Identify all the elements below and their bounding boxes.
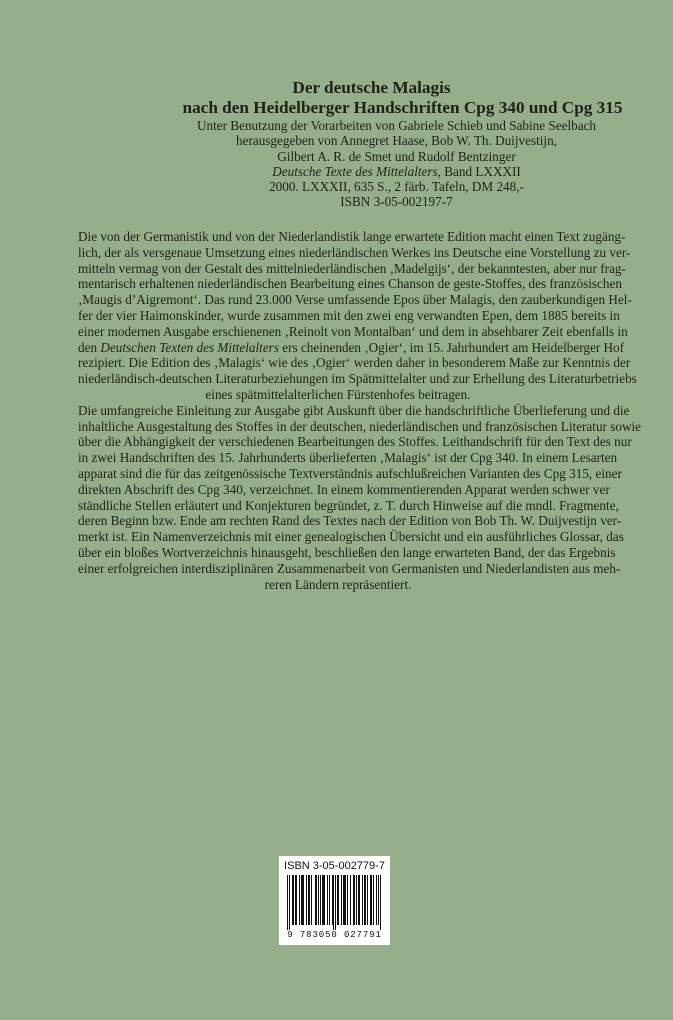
text-line: einer erfolgreichen interdisziplinären Zusammenarbeit von Germanisten und Niederlandisten aus meh- bbox=[78, 560, 621, 576]
barcode-bar bbox=[373, 875, 374, 925]
barcode-bar bbox=[337, 875, 338, 925]
barcode-label bbox=[279, 856, 390, 945]
series-line bbox=[120, 164, 673, 179]
text-line: reren Ländern repräsentiert. bbox=[264, 576, 412, 592]
barcode-bar bbox=[338, 875, 339, 925]
barcode-bar bbox=[303, 875, 304, 925]
barcode-bar bbox=[299, 875, 300, 925]
barcode-bar bbox=[315, 875, 316, 925]
barcode-bar bbox=[311, 875, 312, 925]
editors-line: herausgegeben von Annegret Haase, Bob W. Th. Duijvestijn, bbox=[236, 133, 557, 149]
barcode-bar bbox=[341, 875, 342, 925]
barcode-bar bbox=[356, 875, 357, 925]
barcode-bar bbox=[367, 875, 368, 925]
barcode-bar bbox=[350, 875, 351, 925]
series-band: , Band LXXXII bbox=[437, 163, 521, 179]
barcode-bar bbox=[371, 875, 372, 925]
text-line: mitteln vermag von der Gestalt des mittelniederländischen ‚Madelgijs‘, der bekanntesten, aber nur frag- bbox=[78, 260, 626, 276]
barcode-bar bbox=[345, 875, 346, 925]
barcode-bar bbox=[296, 875, 297, 925]
text-line: mentarisch erhaltenen niederländischen Bearbeitung eines Chanson de geste-Stoffes, des französischen bbox=[78, 276, 622, 292]
barcode-bar bbox=[327, 875, 328, 925]
text-line: deren Beginn bzw. Ende am rechten Rand des Textes nach der Edition von Bob Th. W. Duijvestijn ver- bbox=[78, 513, 622, 529]
text-line: inhaltliche Ausgestaltung des Stoffes in der deutschen, niederländischen und französischen Literatur sowie bbox=[78, 418, 641, 434]
barcode-bar bbox=[333, 875, 334, 930]
barcode-bar bbox=[359, 875, 360, 925]
text-line: fer der vier Haimonskinder, wurde zusammen mit den zwei eng verwandten Epen, dem 1885 bereits in bbox=[78, 307, 620, 323]
barcode-bar bbox=[309, 875, 310, 925]
text-line: merkt ist. Ein Namenverzeichnis mit einer genealogischen Übersicht und ein ausführliches Glossar, das bbox=[78, 529, 624, 545]
barcode-bar bbox=[378, 875, 379, 925]
barcode-bar bbox=[324, 875, 325, 925]
text-line: lich, der als versgenaue Umsetzung eines niederländischen Werkes ins Deutsche eine Vorstellung zu ver- bbox=[78, 244, 631, 260]
text-line: in zwei Handschriften des 15. Jahrhunderts überlieferten ‚Malagis‘ ist der Cpg 340. In einem Lesarten bbox=[78, 450, 618, 466]
text-line: rezipiert. Die Edition des ‚Malagis‘ wie des ‚Ogier‘ werden daher in besonderem Maße zur Kenntnis der bbox=[78, 355, 631, 371]
header-isbn: ISBN 3-05-002197-7 bbox=[340, 194, 453, 210]
text-line: über die Abhängigkeit der verschiedenen Bearbeitungen des Stoffes. Leithandschrift für den Text des nur bbox=[78, 434, 632, 450]
barcode-bar bbox=[329, 875, 330, 925]
barcode-bar bbox=[322, 875, 323, 925]
barcode-bar bbox=[335, 875, 336, 930]
barcode-bar bbox=[344, 875, 345, 925]
barcode-bar bbox=[295, 875, 296, 925]
barcode-isbn: ISBN 3-05-002779-7 bbox=[284, 860, 385, 872]
book-subtitle: nach den Heidelberger Handschriften Cpg 340 und Cpg 315 bbox=[182, 98, 623, 117]
barcode-bar bbox=[306, 875, 307, 925]
text-line: apparat sind die für das zeitgenössische Textverständnis aufschlußreichen Varianten des Cpg 315, einer bbox=[78, 465, 622, 481]
text-fragment: den bbox=[78, 339, 101, 355]
text-line: ständliche Stellen erläutert und Konjekturen begründet, z. T. durch Hinweise auf die mndl. Fragmente, bbox=[78, 497, 619, 513]
series-reference: Deutschen Texten des Mittelalters bbox=[100, 339, 279, 355]
text-line: Die umfangreiche Einleitung zur Ausgabe gibt Auskunft über die handschriftliche Überlieferung und die bbox=[78, 402, 630, 418]
barcode-bar bbox=[353, 875, 354, 925]
barcode-bar bbox=[365, 875, 366, 925]
text-fragment: ers cheinenden ‚Ogier‘, im 15. Jahrhundert am Heidelberger Hof bbox=[278, 339, 625, 355]
barcode-digits: 9 783050 027791 bbox=[287, 930, 382, 940]
barcode-bar bbox=[320, 875, 321, 925]
series-name: Deutsche Texte des Mittelalters bbox=[272, 163, 438, 179]
text-line: einer modernen Ausgabe erschienenen ‚Reinolt von Montalban‘ und dem in absehbarer Zeit ebenfalls in bbox=[78, 323, 628, 339]
publication-details: 2000. LXXXII, 635 S., 2 färb. Tafeln, DM 248,- bbox=[269, 179, 524, 195]
barcode-bar bbox=[364, 875, 365, 925]
barcode-bar bbox=[323, 875, 324, 925]
barcode-bar bbox=[343, 875, 344, 925]
barcode-bar bbox=[292, 875, 293, 925]
text-line: über ein bloßes Wortverzeichnis hinausgeht, beschließen den lange erwarteten Band, der das Ergebnis bbox=[78, 544, 616, 560]
text-line: eines spätmittelalterlichen Fürstenhofes beitragen. bbox=[205, 386, 471, 402]
barcode-bars bbox=[287, 875, 382, 930]
barcode-bar bbox=[358, 875, 359, 925]
barcode-bar bbox=[376, 875, 377, 925]
book-title: Der deutsche Malagis bbox=[292, 78, 451, 97]
barcode-bar bbox=[287, 875, 288, 930]
barcode-bar bbox=[316, 875, 317, 925]
text-line: niederländisch-deutschen Literaturbeziehungen im Spätmittelalter und zur Erhellung des Literaturbetriebs bbox=[78, 371, 637, 387]
header bbox=[0, 78, 673, 210]
barcode-bar bbox=[380, 875, 381, 930]
barcode-bar bbox=[308, 875, 309, 925]
text-line bbox=[78, 339, 625, 356]
barcode-bar bbox=[347, 875, 348, 925]
barcode-bar bbox=[302, 875, 303, 925]
text-line: Die von der Germanistik und von der Niederlandistik lange erwartete Edition macht einen Text zugäng- bbox=[78, 229, 626, 244]
barcode-bar bbox=[301, 875, 302, 925]
barcode-bar bbox=[370, 875, 371, 925]
text-line: ‚Maugis d’Aigremont‘. Das rund 23.000 Verse umfassende Epos über Malagis, den zauberkundigen Hel- bbox=[78, 292, 632, 308]
text-line: direkten Abschrift des Cpg 340, verzeichnet. In einem kommentierenden Apparat werden schwer ver bbox=[78, 481, 610, 497]
barcode-bar bbox=[293, 875, 294, 925]
barcode-bar bbox=[318, 875, 319, 925]
barcode-bar bbox=[289, 875, 290, 930]
barcode-bar bbox=[354, 875, 355, 925]
blurb-text bbox=[78, 229, 641, 592]
barcode-bar bbox=[362, 875, 363, 925]
preparatory-work-credit: Unter Benutzung der Vorarbeiten von Gabriele Schieb und Sabine Seelbach bbox=[196, 118, 597, 133]
editors-line-2: Gilbert A. R. de Smet und Rudolf Bentzinger bbox=[277, 148, 516, 164]
barcode-bar bbox=[332, 875, 333, 925]
